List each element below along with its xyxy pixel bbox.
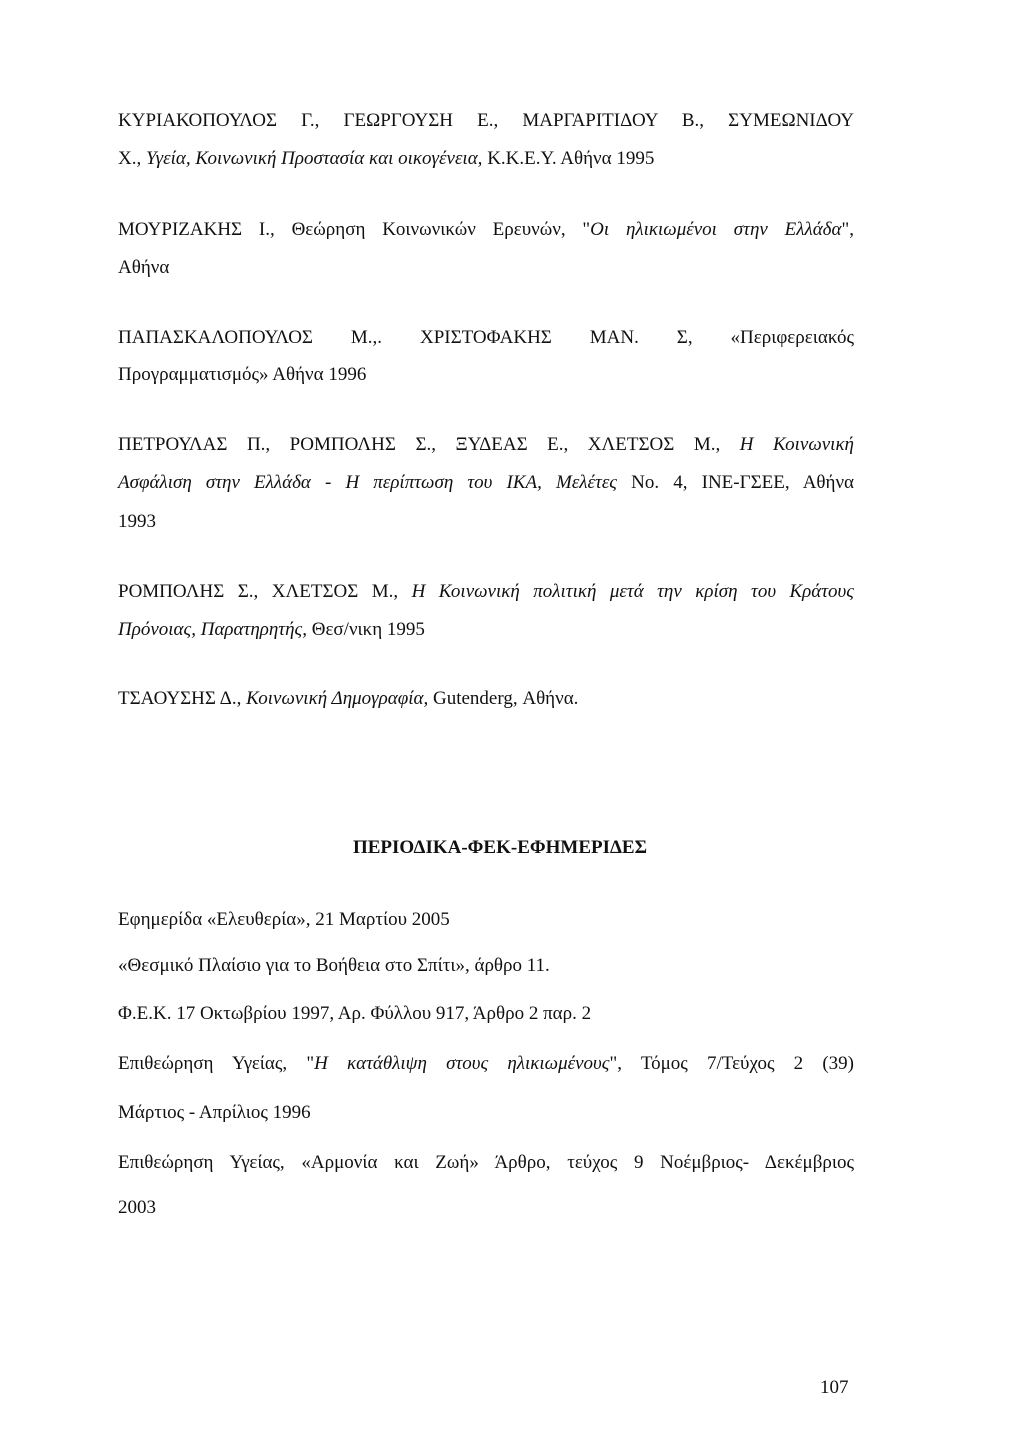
reference-kyriakopoulos-line-2: Χ., Υγεία, Κοινωνική Προστασία και οικογένεια, Κ.Κ.Ε.Υ. Αθήνα 1995: [118, 148, 655, 169]
reference-robolis-line-1: ΡΟΜΠΟΛΗΣ Σ., ΧΛΕΤΣΟΣ Μ., Η Κοινωνική πολιτική μετά την κρίση του Κράτους: [118, 581, 854, 602]
periodical-epitheorisi-armonia-line-1: Επιθεώρηση Υγείας, «Αρμονία και Ζωή» Άρθρο, τεύχος 9 Νοέμβριος- Δεκέμβριος: [118, 1152, 854, 1173]
page-number: 107: [820, 1377, 849, 1398]
reference-papaskalopoulos-line-2: Προγραμματισμός» Αθήνα 1996: [118, 364, 367, 385]
reference-petroulas-line-1: ΠΕΤΡΟΥΛΑΣ Π., ΡΟΜΠΟΛΗΣ Σ., ΞΥΔΕΑΣ Ε., ΧΛΕΤΣΟΣ Μ., Η Κοινωνική: [118, 434, 854, 455]
reference-petroulas-line-3: 1993: [118, 511, 156, 532]
section-heading-periodicals: ΠΕΡΙΟΔΙΚΑ-ΦΕΚ-ΕΦΗΜΕΡΙΔΕΣ: [352, 837, 648, 858]
periodical-epitheorisi-katathlipsi-line-2: Μάρτιος - Απρίλιος 1996: [118, 1102, 311, 1123]
reference-robolis-line-2: Πρόνοιας, Παρατηρητής, Θεσ/νικη 1995: [118, 619, 425, 640]
reference-petroulas-line-2: Ασφάλιση στην Ελλάδα - Η περίπτωση του ΙΚΑ, Μελέτες No. 4, ΙΝΕ-ΓΣΕΕ, Αθήνα: [118, 472, 854, 493]
periodical-epitheorisi-armonia-line-2: 2003: [118, 1197, 156, 1218]
periodical-epitheorisi-katathlipsi-line-1: Επιθεώρηση Υγείας, "Η κατάθλιψη στους ηλικιωμένους", Τόμος 7/Τεύχος 2 (39): [118, 1053, 854, 1074]
reference-mourizakis-line-1: ΜΟΥΡΙΖΑΚΗΣ Ι., Θεώρηση Κοινωνικών Ερευνών, "Οι ηλικιωμένοι στην Ελλάδα",: [118, 219, 854, 240]
periodical-eleftheria: Εφημερίδα «Ελευθερία», 21 Μαρτίου 2005: [118, 909, 450, 930]
reference-tsaousis-line-1: ΤΣΑΟΥΣΗΣ Δ., Κοινωνική Δημογραφία, Gutenderg, Αθήνα.: [118, 688, 579, 709]
periodical-thesmiko-plaisio: «Θεσμικό Πλαίσιο για το Βοήθεια στο Σπίτι», άρθρο 11.: [118, 955, 550, 976]
reference-papaskalopoulos-line-1: ΠΑΠΑΣΚΑΛΟΠΟΥΛΟΣ Μ.,. ΧΡΙΣΤΟΦΑΚΗΣ ΜΑΝ. Σ, «Περιφερειακός: [118, 327, 854, 348]
periodical-fek: Φ.Ε.Κ. 17 Οκτωβρίου 1997, Αρ. Φύλλου 917, Άρθρο 2 παρ. 2: [118, 1003, 592, 1024]
reference-kyriakopoulos-line-1: ΚΥΡΙΑΚΟΠΟΥΛΟΣ Γ., ΓΕΩΡΓΟΥΣΗ Ε., ΜΑΡΓΑΡΙΤΙΔΟΥ Β., ΣΥΜΕΩΝΙΔΟΥ: [118, 110, 854, 131]
reference-mourizakis-line-2: Αθήνα: [118, 257, 170, 278]
